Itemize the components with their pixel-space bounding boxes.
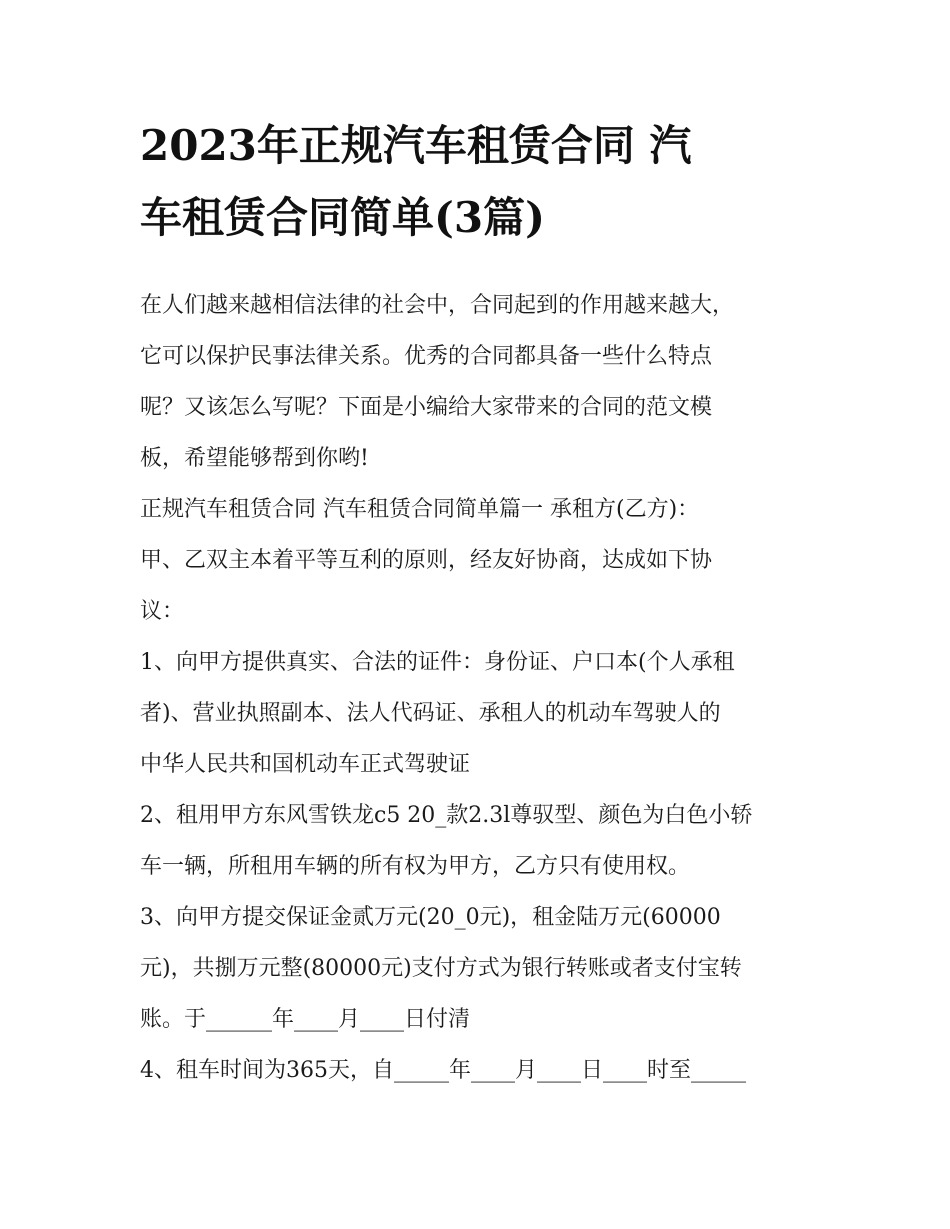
preamble-line-1: 甲、乙双主本着平等互利的原则，经友好协商，达成如下协 [140, 548, 713, 573]
clause-3-line-1: 3、向甲方提交保证金贰万元(20_0元)，租金陆万元(60000 [140, 905, 721, 930]
clause-3-line-3: 账。于______年____月____日付清 [140, 1007, 471, 1032]
intro-line-1: 在人们越来越相信法律的社会中，合同起到的作用越来越大， [140, 293, 735, 318]
clause-3-line-2: 元)，共捌万元整(80000元)支付方式为银行转账或者支付宝转 [140, 956, 742, 981]
title-line-2: 车租赁合同简单(3篇) [140, 193, 545, 242]
clause-1-line-3: 中华人民共和国机动车正式驾驶证 [140, 752, 471, 777]
preamble-line-2: 议： [140, 599, 185, 624]
intro-line-2: 它可以保护民事法律关系。优秀的合同都具备一些什么特点 [140, 344, 713, 369]
section-heading-line: 正规汽车租赁合同 汽车租赁合同简单篇一 承租方(乙方)： [140, 497, 700, 522]
intro-line-3: 呢？又该怎么写呢？下面是小编给大家带来的合同的范文模 [140, 395, 713, 420]
clause-2-line-1: 2、租用甲方东风雪铁龙c5 20_款2.3l尊驭型、颜色为白色小轿 [140, 803, 753, 828]
title-line-1: 2023年正规汽车租赁合同 汽 [140, 121, 692, 170]
document-body [140, 280, 820, 1096]
clause-1-line-2: 者)、营业执照副本、法人代码证、承租人的机动车驾驶人的 [140, 701, 721, 726]
clause-2-line-2: 车一辆，所租用车辆的所有权为甲方，乙方只有使用权。 [140, 854, 691, 879]
clause-4-line-1: 4、租车时间为365天，自_____年____月____日____时至_____ [140, 1058, 746, 1083]
clause-1-line-1: 1、向甲方提供真实、合法的证件：身份证、户口本(个人承租 [140, 650, 735, 675]
document-title [140, 110, 820, 254]
intro-line-4: 板，希望能够帮到你哟! [140, 446, 369, 471]
